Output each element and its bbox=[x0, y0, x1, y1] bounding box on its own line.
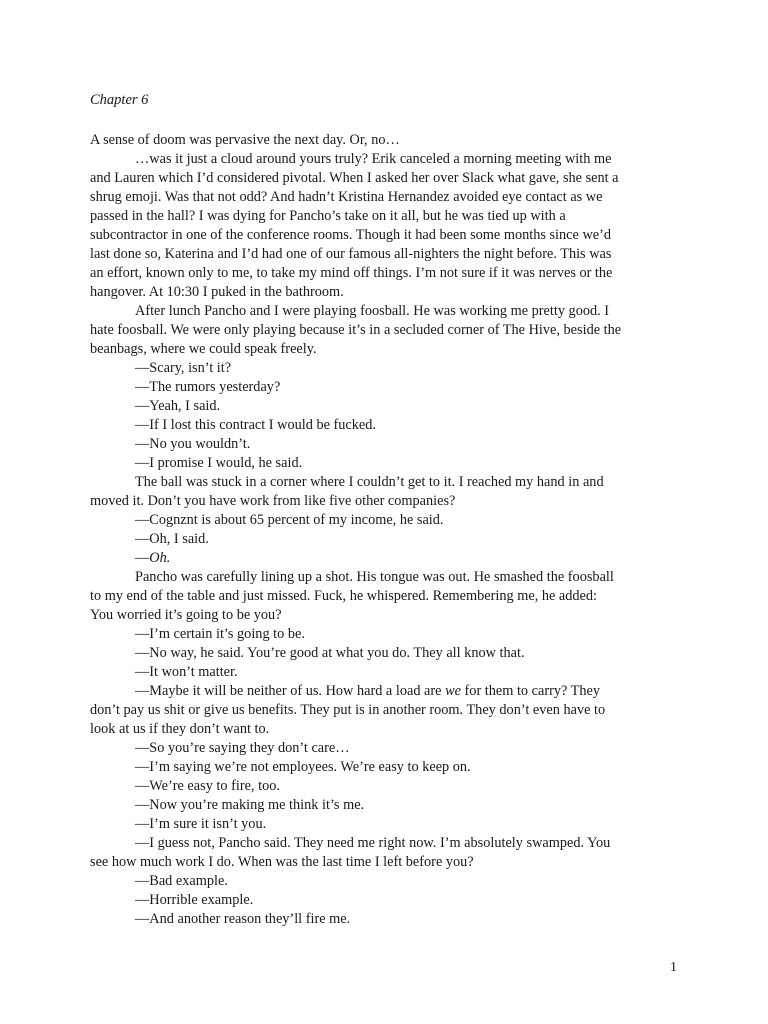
text-line-content: You worried it’s going to be you? bbox=[90, 607, 282, 623]
text-line-content: —Oh, I said. bbox=[135, 531, 209, 547]
text-line-content: —I guess not, Pancho said. They need me right now. I’m absolutely swamped. You bbox=[135, 835, 611, 851]
text-line-content: Pancho was carefully lining up a shot. His tongue was out. He smashed the foosball bbox=[135, 569, 614, 585]
text-line-content: —It won’t matter. bbox=[135, 664, 238, 680]
text-line bbox=[90, 188, 686, 207]
italic-emphasis: we bbox=[445, 683, 461, 699]
text-line-content: —I promise I would, he said. bbox=[135, 455, 303, 471]
text-line-content: —Yeah, I said. bbox=[135, 398, 221, 414]
text-line-content: to my end of the table and just missed. Fuck, he whispered. Remembering me, he added: bbox=[90, 588, 598, 604]
text-line bbox=[90, 397, 686, 416]
text-line bbox=[90, 720, 686, 739]
text-line-content: —We’re easy to fire, too. bbox=[135, 778, 280, 794]
text-line bbox=[90, 663, 686, 682]
text-line-content: The ball was stuck in a corner where I couldn’t get to it. I reached my hand in and bbox=[135, 474, 604, 490]
text-line bbox=[90, 131, 686, 150]
chapter-body-text bbox=[90, 131, 686, 929]
text-line bbox=[90, 834, 686, 853]
text-line bbox=[90, 530, 686, 549]
text-line bbox=[90, 226, 686, 245]
text-line-content: —The rumors yesterday? bbox=[135, 379, 281, 395]
text-line bbox=[90, 758, 686, 777]
text-line bbox=[90, 872, 686, 891]
text-line bbox=[90, 473, 686, 492]
text-line-content: A sense of doom was pervasive the next day. Or, no… bbox=[90, 132, 400, 148]
text-line-continuation: for them to carry? They bbox=[460, 683, 601, 699]
text-line bbox=[90, 264, 686, 283]
text-line-content: —Cognznt is about 65 percent of my income, he said. bbox=[135, 512, 444, 528]
text-line bbox=[90, 910, 686, 929]
text-line-content: —I’m certain it’s going to be. bbox=[135, 626, 305, 642]
text-line-content: —Maybe it will be neither of us. How hard a load are bbox=[135, 683, 446, 699]
text-line-content: —Horrible example. bbox=[135, 892, 254, 908]
text-line-content: an effort, known only to me, to take my mind off things. I’m not sure if it was nerves or the bbox=[90, 265, 613, 281]
text-line-content: moved it. Don’t you have work from like five other companies? bbox=[90, 493, 456, 509]
text-line-content: —I’m saying we’re not employees. We’re easy to keep on. bbox=[135, 759, 471, 775]
text-line bbox=[90, 283, 686, 302]
text-line bbox=[90, 207, 686, 226]
text-line bbox=[90, 492, 686, 511]
text-line bbox=[90, 796, 686, 815]
text-line-content: —And another reason they’ll fire me. bbox=[135, 911, 351, 927]
text-line bbox=[90, 150, 686, 169]
text-line bbox=[90, 416, 686, 435]
text-line-content: subcontractor in one of the conference rooms. Though it had been some months since we’d bbox=[90, 227, 612, 243]
text-line bbox=[90, 435, 686, 454]
text-line-content: hangover. At 10:30 I puked in the bathroom. bbox=[90, 284, 344, 300]
text-line bbox=[90, 891, 686, 910]
text-line bbox=[90, 454, 686, 473]
text-line-content: beanbags, where we could speak freely. bbox=[90, 341, 317, 357]
text-line-content: —No way, he said. You’re good at what you do. They all know that. bbox=[135, 645, 525, 661]
text-line-content: —No you wouldn’t. bbox=[135, 436, 251, 452]
text-line bbox=[90, 245, 686, 264]
page-number: 1 bbox=[670, 960, 677, 975]
text-line bbox=[90, 549, 686, 568]
italic-emphasis: Oh. bbox=[149, 550, 171, 566]
text-line bbox=[90, 815, 686, 834]
text-line-content: last done so, Katerina and I’d had one of our famous all-nighters the night before. This was bbox=[90, 246, 612, 262]
text-line-content: —Now you’re making me think it’s me. bbox=[135, 797, 365, 813]
chapter-title: Chapter 6 bbox=[90, 92, 149, 108]
text-line bbox=[90, 853, 686, 872]
text-line-content: —So you’re saying they don’t care… bbox=[135, 740, 350, 756]
text-line bbox=[90, 568, 686, 587]
text-line-content: —If I lost this contract I would be fucked. bbox=[135, 417, 376, 433]
text-line-content: shrug emoji. Was that not odd? And hadn’t Kristina Hernandez avoided eye contact as we bbox=[90, 189, 603, 205]
text-line bbox=[90, 302, 686, 321]
text-line bbox=[90, 378, 686, 397]
text-line bbox=[90, 625, 686, 644]
text-line-content: don’t pay us shit or give us benefits. They put is in another room. They don’t even have to bbox=[90, 702, 606, 718]
text-line bbox=[90, 359, 686, 378]
text-line bbox=[90, 340, 686, 359]
text-line bbox=[90, 587, 686, 606]
text-line-content: —Bad example. bbox=[135, 873, 228, 889]
text-line bbox=[90, 701, 686, 720]
text-line bbox=[90, 739, 686, 758]
text-line bbox=[90, 511, 686, 530]
text-line-content: — bbox=[135, 550, 150, 566]
text-line bbox=[90, 644, 686, 663]
text-line-content: —I’m sure it isn’t you. bbox=[135, 816, 267, 832]
text-line-content: —Scary, isn’t it? bbox=[135, 360, 232, 376]
text-line bbox=[90, 169, 686, 188]
text-line-content: see how much work I do. When was the last time I left before you? bbox=[90, 854, 474, 870]
text-line-content: look at us if they don’t want to. bbox=[90, 721, 270, 737]
text-line bbox=[90, 777, 686, 796]
text-line-content: passed in the hall? I was dying for Pancho’s take on it all, but he was tied up with a bbox=[90, 208, 566, 224]
text-line-content: After lunch Pancho and I were playing foosball. He was working me pretty good. I bbox=[135, 303, 610, 319]
text-line bbox=[90, 321, 686, 340]
text-line-content: and Lauren which I’d considered pivotal. When I asked her over Slack what gave, she sent a bbox=[90, 170, 619, 186]
text-line bbox=[90, 606, 686, 625]
text-line bbox=[90, 682, 686, 701]
text-line-content: …was it just a cloud around yours truly? Erik canceled a morning meeting with me bbox=[135, 151, 612, 167]
text-line-content: hate foosball. We were only playing because it’s in a secluded corner of The Hive, beside the bbox=[90, 322, 622, 338]
